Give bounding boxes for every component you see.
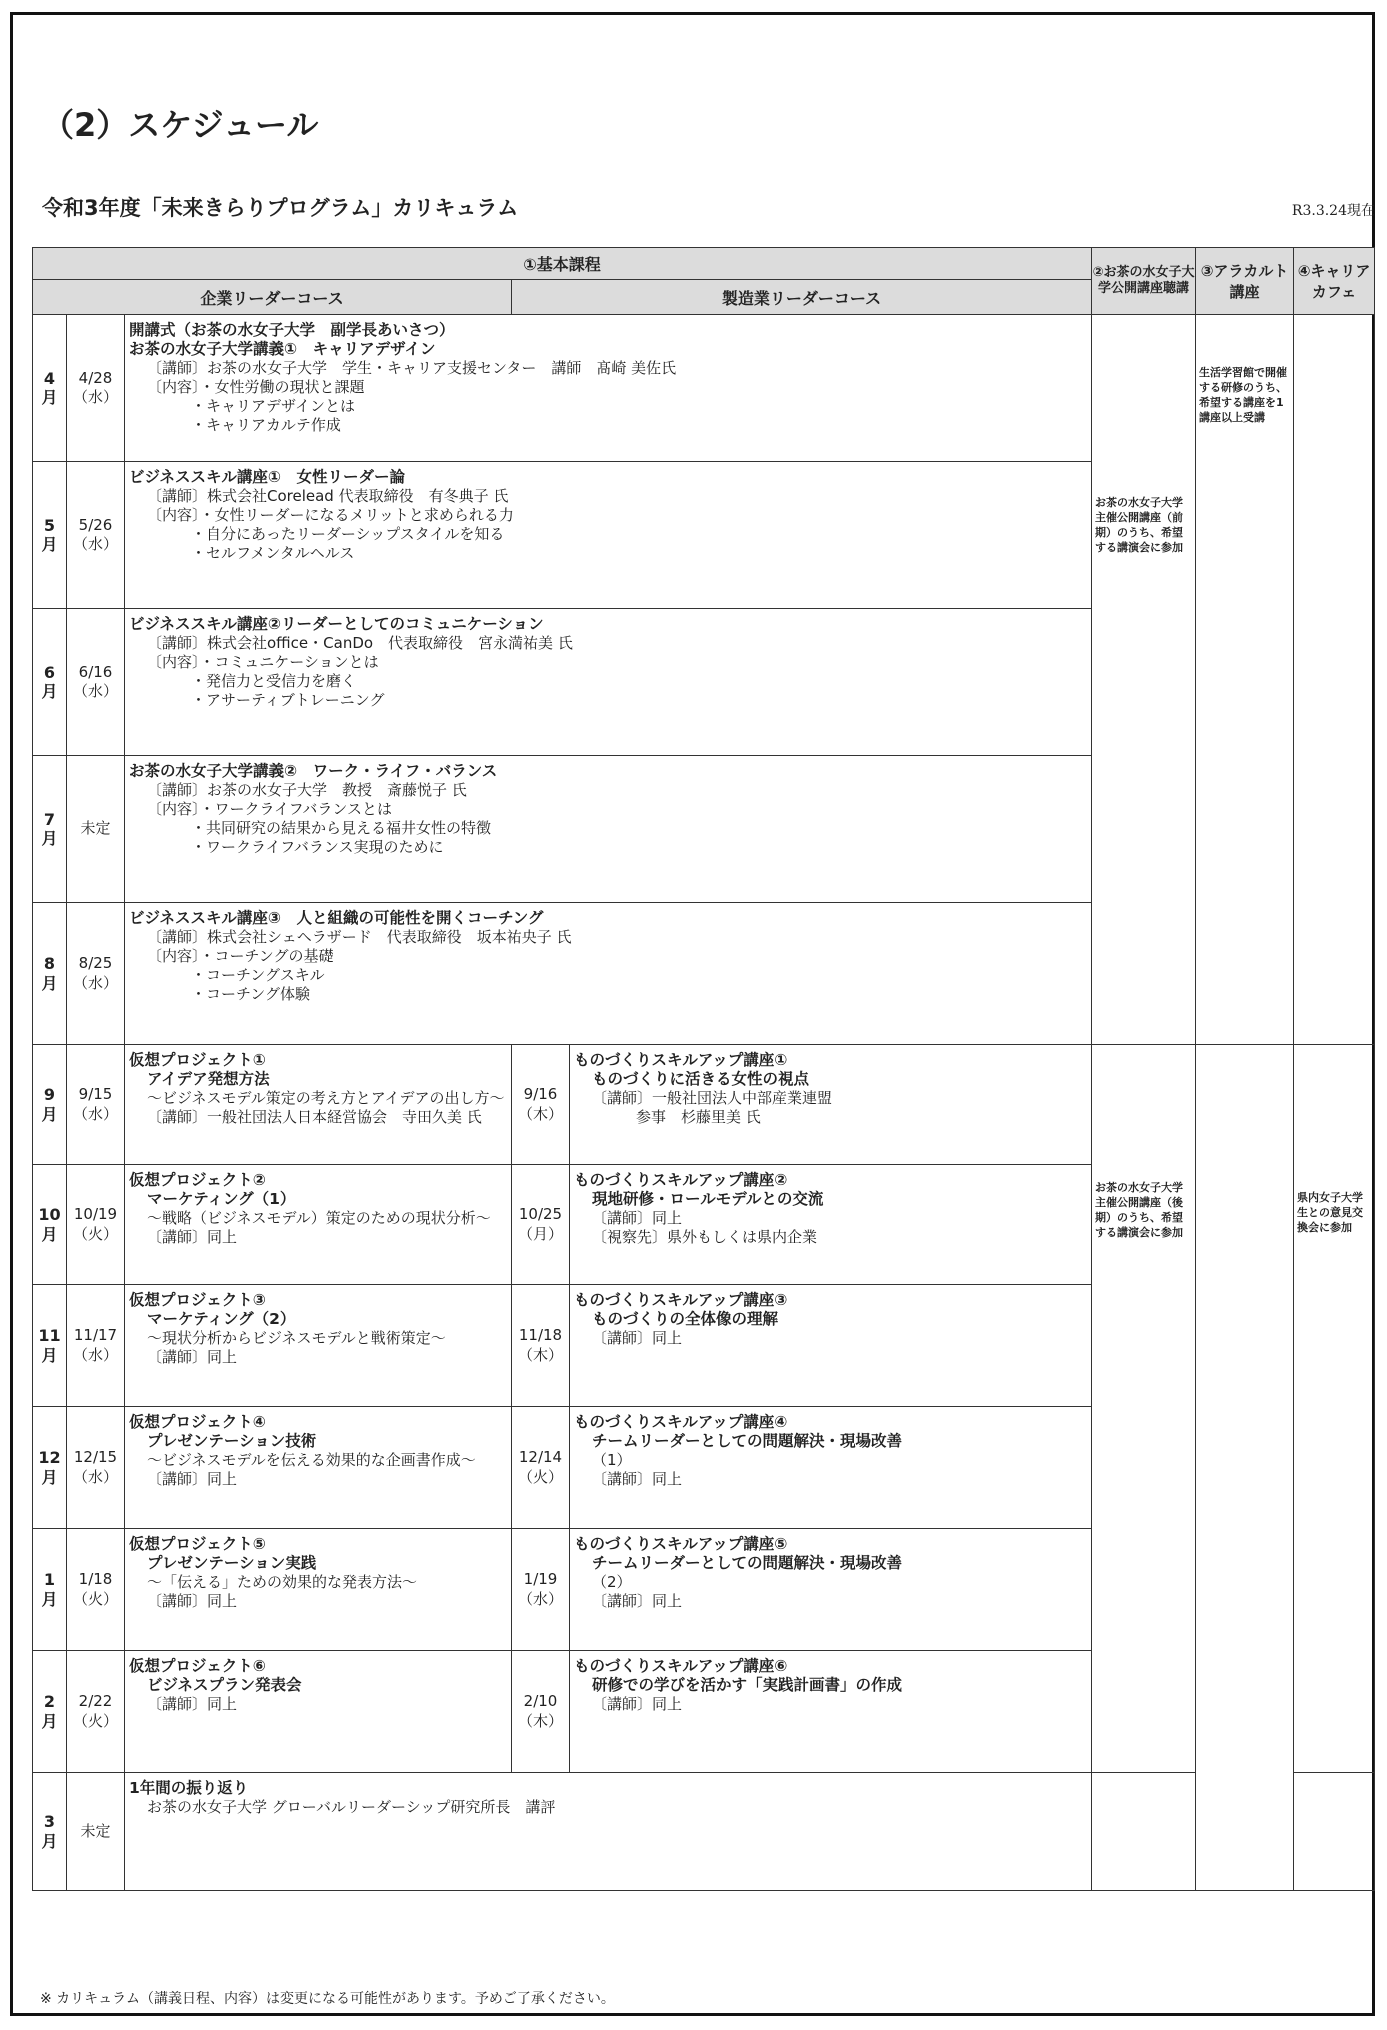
col2-cell-last (1092, 1773, 1196, 1891)
date-cell (67, 903, 125, 1045)
weekday-text: （水） (72, 1467, 118, 1486)
col4-cell (1294, 315, 1375, 1045)
month-suffix: 月 (41, 1711, 58, 1731)
weekday-text: （水） (72, 1345, 118, 1364)
date-text: 12/14 (518, 1448, 563, 1466)
session-content (570, 1165, 1092, 1285)
weekday-text: （水） (517, 1589, 563, 1608)
session-line: 〔内容〕・ワークライフバランスとは (147, 800, 392, 818)
session-line: 参事 杉藤里美 氏 (636, 1108, 761, 1126)
date-text: 11/18 (518, 1326, 563, 1344)
date-text: 9/16 (523, 1085, 558, 1103)
session-title: ものづくりスキルアップ講座② (574, 1171, 788, 1189)
session-content (125, 903, 1092, 1045)
header-basic: ①基本課程 (33, 248, 1092, 280)
month-suffix: 月 (41, 973, 58, 993)
session-line: （1） (592, 1451, 632, 1469)
session-content (125, 756, 1092, 903)
session-line: 〔講師〕同上 (592, 1592, 683, 1610)
session-content (570, 1651, 1092, 1773)
col3-cell (1196, 315, 1294, 1045)
session-line: ～「伝える」ための効果的な発表方法～ (147, 1573, 418, 1591)
date-cell (67, 1529, 125, 1651)
date-cell (67, 756, 125, 903)
month-number: 3 (43, 1812, 56, 1832)
date-cell (67, 1407, 125, 1529)
month-number: 4 (43, 368, 56, 388)
session-line: チームリーダーとしての問題解決・現場改善 (592, 1554, 903, 1572)
weekday-text: （火） (72, 1224, 118, 1243)
session-line: 〔内容〕・女性リーダーになるメリットと求められる力 (147, 506, 514, 524)
month-cell (33, 1285, 67, 1407)
footnote: ※ カリキュラム（講義日程、内容）は変更になる可能性があります。予めご了承ください。 (40, 1991, 615, 2007)
weekday-text: （水） (72, 1104, 118, 1123)
session-line: マーケティング（1） (147, 1190, 296, 1208)
session-content (125, 1529, 512, 1651)
session-line: 〔内容〕・コーチングの基礎 (147, 947, 334, 965)
session-line: ・自分にあったリーダーシップスタイルを知る (191, 525, 505, 543)
session-line: 〔講師〕お茶の水女子大学 教授 斎藤悦子 氏 (147, 781, 467, 799)
month-cell (33, 1651, 67, 1773)
session-content (125, 1407, 512, 1529)
session-line: ～ビジネスモデルを伝える効果的な企画書作成～ (147, 1451, 476, 1469)
month-suffix: 月 (41, 1467, 58, 1487)
weekday-text: （月） (517, 1224, 563, 1243)
date-text: 未定 (80, 819, 111, 838)
session-title: お茶の水女子大学講義② ワーク・ライフ・バランス (129, 762, 498, 780)
month-cell (33, 756, 67, 903)
session-title: 開講式（お茶の水女子大学 副学長あいさつ） (129, 321, 455, 339)
header-col4: ④キャリアカフェ (1294, 248, 1375, 315)
session-line: 〔講師〕一般社団法人日本経営協会 寺田久美 氏 (147, 1108, 482, 1126)
schedule-row (33, 1773, 1375, 1891)
col2-cell-second (1092, 1045, 1196, 1773)
session-line: 〔講師〕同上 (592, 1329, 683, 1347)
month-number: 7 (43, 809, 56, 829)
month-number: 10 (38, 1205, 61, 1225)
date-cell (67, 315, 125, 462)
weekday-text: （木） (517, 1104, 563, 1123)
session-content (125, 1651, 512, 1773)
session-line: プレゼンテーション実践 (147, 1554, 317, 1572)
session-title: 仮想プロジェクト① (129, 1051, 266, 1069)
date-cell (512, 1165, 570, 1285)
session-line: 〔講師〕株式会社シェヘラザード 代表取締役 坂本祐央子 氏 (147, 928, 572, 946)
date-text: 5/26 (78, 515, 113, 534)
month-number: 9 (43, 1085, 56, 1105)
session-line: 〔講師〕株式会社Corelead 代表取締役 有冬典子 氏 (147, 487, 509, 505)
session-line: ～ビジネスモデル策定の考え方とアイデアの出し方～ (147, 1089, 505, 1107)
session-line: マーケティング（2） (147, 1310, 296, 1328)
weekday-text: （火） (72, 1589, 118, 1608)
date-note: R3.3.24現在 (1291, 203, 1375, 219)
header-course-b: 製造業リーダーコース (512, 280, 1092, 315)
session-line: 〔講師〕同上 (147, 1695, 238, 1713)
month-cell (33, 462, 67, 609)
month-suffix: 月 (41, 1589, 58, 1609)
session-content (125, 1285, 512, 1407)
session-content (125, 462, 1092, 609)
date-cell (512, 1529, 570, 1651)
session-line: ・セルフメンタルヘルス (191, 544, 355, 562)
date-text: 2/10 (523, 1692, 558, 1710)
session-title: ものづくりスキルアップ講座⑤ (574, 1535, 788, 1553)
session-content (125, 609, 1092, 756)
session-title: 仮想プロジェクト⑤ (129, 1535, 266, 1553)
session-content (570, 1529, 1092, 1651)
month-number: 5 (43, 515, 56, 535)
date-cell (512, 1045, 570, 1165)
date-cell (512, 1651, 570, 1773)
weekday-text: （火） (517, 1467, 563, 1486)
session-title: 仮想プロジェクト③ (129, 1291, 266, 1309)
date-text: 10/25 (518, 1205, 563, 1223)
session-title: ものづくりスキルアップ講座① (574, 1051, 788, 1069)
session-title: 仮想プロジェクト⑥ (129, 1657, 266, 1675)
month-cell (33, 609, 67, 756)
header-col2: ②お茶の水女子大学公開講座聴講 (1092, 248, 1196, 315)
session-content (125, 1045, 512, 1165)
session-line: ～戦略（ビジネスモデル）策定のための現状分析～ (147, 1209, 491, 1227)
header-col3: ③アラカルト講座 (1196, 248, 1294, 315)
month-number: 1 (43, 1570, 56, 1590)
date-text: 11/17 (73, 1326, 118, 1344)
month-number: 11 (38, 1326, 61, 1346)
weekday-text: （木） (517, 1345, 563, 1364)
date-cell (67, 1045, 125, 1165)
session-line: ものづくりに活きる女性の視点 (592, 1070, 810, 1088)
session-line: ビジネスプラン発表会 (147, 1676, 302, 1694)
weekday-text: （火） (72, 1711, 118, 1730)
date-text: 9/15 (78, 1085, 113, 1103)
weekday-text: （水） (72, 535, 118, 553)
session-title: 仮想プロジェクト② (129, 1171, 266, 1189)
session-line: ・コーチングスキル (191, 966, 325, 984)
session-content (570, 1045, 1092, 1165)
session-content (570, 1407, 1092, 1529)
month-cell (33, 1407, 67, 1529)
col2-note-second: お茶の水女子大学主催公開講座（後期）のうち、希望する講演会に参加 (1095, 1181, 1184, 1239)
session-line: ～現状分析からビジネスモデルと戦術策定～ (147, 1329, 446, 1347)
session-line: 〔講師〕株式会社office・CanDo 代表取締役 宮永満祐美 氏 (147, 634, 573, 652)
session-line: 〔講師〕同上 (147, 1348, 238, 1366)
session-line: 〔視察先〕県外もしくは県内企業 (592, 1228, 818, 1246)
session-line: アイデア発想方法 (147, 1070, 270, 1088)
session-title: 仮想プロジェクト④ (129, 1413, 266, 1431)
session-title: ものづくりスキルアップ講座④ (574, 1413, 788, 1431)
session-line: （2） (592, 1573, 632, 1591)
header-course-a: 企業リーダーコース (33, 280, 512, 315)
date-text: 1/19 (523, 1570, 558, 1588)
month-cell (33, 1529, 67, 1651)
month-cell (33, 903, 67, 1045)
month-cell (33, 1165, 67, 1285)
date-text: 2/22 (78, 1692, 113, 1710)
date-text: 4/28 (78, 368, 113, 387)
col4-cell-last (1294, 1773, 1375, 1891)
session-title: ビジネススキル講座③ 人と組織の可能性を開くコーチング (129, 909, 544, 927)
month-cell (33, 315, 67, 462)
date-cell (67, 1773, 125, 1891)
month-number: 12 (38, 1448, 61, 1468)
schedule-row (33, 1045, 1375, 1165)
session-line: ・キャリアデザインとは (191, 397, 355, 415)
session-line: 〔講師〕同上 (147, 1470, 238, 1488)
col2-cell (1092, 315, 1196, 1045)
date-text: 12/15 (73, 1448, 118, 1466)
session-line: 〔内容〕・女性労働の現状と課題 (147, 378, 365, 396)
date-text: 未定 (80, 1821, 111, 1840)
session-line: 〔講師〕同上 (147, 1592, 238, 1610)
session-line: 〔内容〕・コミュニケーションとは (147, 653, 379, 671)
session-line: プレゼンテーション技術 (147, 1432, 317, 1450)
date-text: 1/18 (78, 1570, 113, 1588)
schedule-table (32, 247, 1375, 1891)
date-text: 10/19 (73, 1205, 118, 1223)
session-content (125, 1165, 512, 1285)
session-line: ・ワークライフバランス実現のために (191, 838, 444, 856)
section-title: （2）スケジュール (42, 106, 319, 144)
date-cell (67, 1651, 125, 1773)
session-line: ・アサーティブトレーニング (191, 691, 385, 709)
month-suffix: 月 (41, 1345, 58, 1365)
session-content (570, 1285, 1092, 1407)
date-cell (67, 1285, 125, 1407)
session-title: ビジネススキル講座① 女性リーダー論 (129, 468, 406, 486)
date-cell (67, 462, 125, 609)
session-content (125, 1773, 1092, 1891)
weekday-text: （木） (517, 1711, 563, 1730)
session-title: ものづくりスキルアップ講座③ (574, 1291, 788, 1309)
weekday-text: （水） (72, 682, 118, 700)
date-text: 6/16 (78, 662, 113, 681)
session-line: 現地研修・ロールモデルとの交流 (592, 1190, 824, 1208)
curriculum-title: 令和3年度「未来きらりプログラム」カリキュラム (42, 196, 519, 220)
session-title: ビジネススキル講座②リーダーとしてのコミュニケーション (129, 615, 544, 633)
weekday-text: （水） (72, 973, 118, 992)
weekday-text: （水） (72, 388, 118, 406)
session-line: ・発信力と受信力を磨く (191, 672, 357, 690)
month-suffix: 月 (41, 829, 58, 848)
session-line: ・共同研究の結果から見える福井女性の特徴 (191, 819, 492, 837)
date-cell (67, 1165, 125, 1285)
month-cell (33, 1773, 67, 1891)
col4-cell-second (1294, 1045, 1375, 1773)
col4-note: 県内女子大学生との意見交換会に参加 (1297, 1191, 1364, 1234)
session-line: 〔講師〕同上 (592, 1470, 683, 1488)
month-number: 6 (43, 662, 56, 682)
col3-cell-second (1196, 1045, 1294, 1891)
month-number: 2 (43, 1692, 56, 1712)
session-line: 〔講師〕一般社団法人中部産業連盟 (592, 1089, 833, 1107)
date-cell (512, 1407, 570, 1529)
session-line: ・コーチング体験 (191, 985, 310, 1003)
session-content (125, 315, 1092, 462)
session-title: 1年間の振り返り (129, 1779, 249, 1797)
month-suffix: 月 (41, 1104, 58, 1124)
date-text: 8/25 (78, 954, 113, 972)
session-line: お茶の水女子大学講義① キャリアデザイン (129, 340, 436, 358)
session-line: 研修での学びを活かす「実践計画書」の作成 (592, 1676, 903, 1694)
session-line: チームリーダーとしての問題解決・現場改善 (592, 1432, 903, 1450)
month-suffix: 月 (41, 1224, 58, 1244)
session-line: 〔講師〕お茶の水女子大学 学生・キャリア支援センター 講師 髙崎 美佐氏 (147, 359, 677, 377)
session-line: 〔講師〕同上 (592, 1209, 683, 1227)
col2-note-first: お茶の水女子大学主催公開講座（前期）のうち、希望する講演会に参加 (1095, 496, 1184, 554)
month-suffix: 月 (41, 535, 58, 554)
session-line: 〔講師〕同上 (147, 1228, 238, 1246)
schedule-row (33, 315, 1375, 462)
session-line: ・キャリアカルテ作成 (191, 416, 341, 434)
col3-note: 生活学習館で開催する研修のうち、希望する講座を1講座以上受講 (1199, 366, 1288, 424)
month-suffix: 月 (41, 682, 58, 701)
session-line: お茶の水女子大学 グローバルリーダーシップ研究所長 講評 (147, 1798, 556, 1816)
session-line: ものづくりの全体像の理解 (592, 1310, 779, 1328)
month-number: 8 (43, 954, 56, 974)
date-cell (67, 609, 125, 756)
month-cell (33, 1045, 67, 1165)
session-title: ものづくりスキルアップ講座⑥ (574, 1657, 788, 1675)
session-line: 〔講師〕同上 (592, 1695, 683, 1713)
date-cell (512, 1285, 570, 1407)
month-suffix: 月 (41, 1831, 58, 1851)
month-suffix: 月 (41, 388, 58, 407)
